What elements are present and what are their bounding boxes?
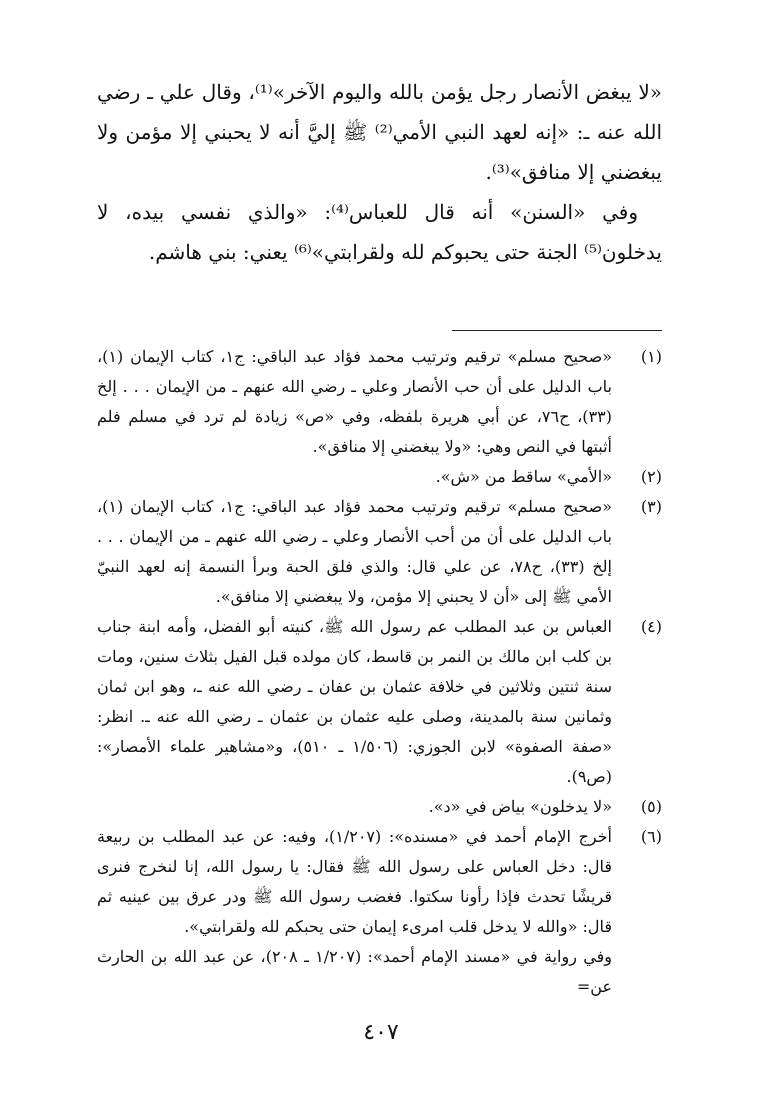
footnote-body (97, 342, 612, 462)
footnote-text: «لا يدخلون» بياض في «د». (428, 797, 612, 816)
footnote-body (97, 492, 612, 612)
footnote-number: (٤) (640, 617, 662, 636)
footnote-6 (97, 822, 662, 1002)
main-paragraph-2: وفي «السنن» أنه قال للعباس⁽⁴⁾: «والذي نفسي بيده، لا يدخلون⁽⁵⁾ الجنة حتى يحبوكم لله ولقرابتي»⁽⁶⁾ يعني: بني هاشم. (97, 200, 662, 264)
footnote-number: (٢) (640, 467, 662, 486)
footnote-text: أخرج الإمام أحمد في «مسنده»: (١/٢٠٧)، وفيه: عن عبد المطلب بن ربيعة قال: دخل العباس على رسول الله ﷺ فقال: يا رسول الله، إنا لنخرج فنرى قريشًا تحدث فإذا رأونا سكتوا. فغضب رسول الله ﷺ ودر عرق بين عينيه ثم قال: «والله لا يدخل قلب امرىء إيمان حتى يحبكم لله ولقرابتي». (97, 827, 612, 936)
footnote-body (97, 462, 612, 492)
footnote-text-continued: وفي رواية في «مسند الإمام أحمد»: (١/٢٠٧ ـ ٢٠٨)، عن عبد الله بن الحارث عن= (97, 947, 613, 996)
footnote-body (97, 822, 612, 1002)
footnote-number: (٦) (640, 827, 662, 846)
footnote-body (97, 612, 612, 792)
footnote-3 (97, 492, 662, 612)
footnote-1 (97, 342, 662, 462)
page-number: ٤٠٧ (363, 1020, 399, 1045)
footnote-4 (97, 612, 662, 792)
footnote-text: «صحيح مسلم» ترقيم وترتيب محمد فؤاد عبد الباقي: ج١، كتاب الإيمان (١)، باب الدليل على أن من أحب الأنصار وعلي ـ رضي الله عنهم ـ من الإيمان . . . إلخ (٣٣)، ح٧٨، عن علي قال: والذي فلق الحبة وبرأ النسمة إنه لعهد النبيّ الأمي ﷺ إلى «أن لا يحبني إلا مؤمن، ولا يبغضني إلا منافق». (97, 497, 613, 606)
footnote-number: (١) (640, 347, 662, 366)
footnote-separator (452, 330, 662, 331)
main-paragraph-1: «لا يبغض الأنصار رجل يؤمن بالله واليوم الآخر»⁽¹⁾، وقال علي ـ رضي الله عنه ـ: «إنه لعهد النبي الأمي⁽²⁾ ﷺ إليَّ أنه لا يحبني إلا مؤمن ولا يبغضني إلا منافق»⁽³⁾. (97, 80, 662, 184)
main-text (97, 72, 662, 272)
footnote-number: (٣) (640, 497, 662, 516)
footnote-body (97, 792, 612, 822)
footnote-text: العباس بن عبد المطلب عم رسول الله ﷺ، كنيته أبو الفضل، وأمه ابنة جناب بن كلب ابن مالك بن النمر بن قاسط، كان مولده قبل الفيل بثلاث سنين، ومات سنة ثنتين وثلاثين في خلافة عثمان بن عفان ـ رضي الله عنه ـ، وهو ابن ثمان وثمانين سنة بالمدينة، وصلى عليه عثمان بن عثمان ـ رضي الله عنه ـ. انظر: «صفة الصفوة» لابن الجوزي: (١/٥٠٦ ـ ٥١٠)، و«مشاهير علماء الأمصار»: (ص٩). (97, 617, 613, 786)
footnote-5 (97, 792, 662, 822)
footnote-text: «الأمي» ساقط من «ش». (435, 467, 612, 486)
footnote-text: «صحيح مسلم» ترقيم وترتيب محمد فؤاد عبد الباقي: ج١، كتاب الإيمان (١)، باب الدليل على أن حب الأنصار وعلي ـ رضي الله عنهم ـ من الإيمان . . . إلخ (٣٣)، ح٧٦، عن أبي هريرة بلفظه، وفي «ص» زيادة لم ترد في مسلم فلم أثبتها في النص وهي: «ولا يبغضني إلا منافق». (97, 347, 613, 456)
footnote-2 (97, 462, 662, 492)
footnote-number: (٥) (640, 797, 662, 816)
footnotes (97, 342, 662, 1002)
